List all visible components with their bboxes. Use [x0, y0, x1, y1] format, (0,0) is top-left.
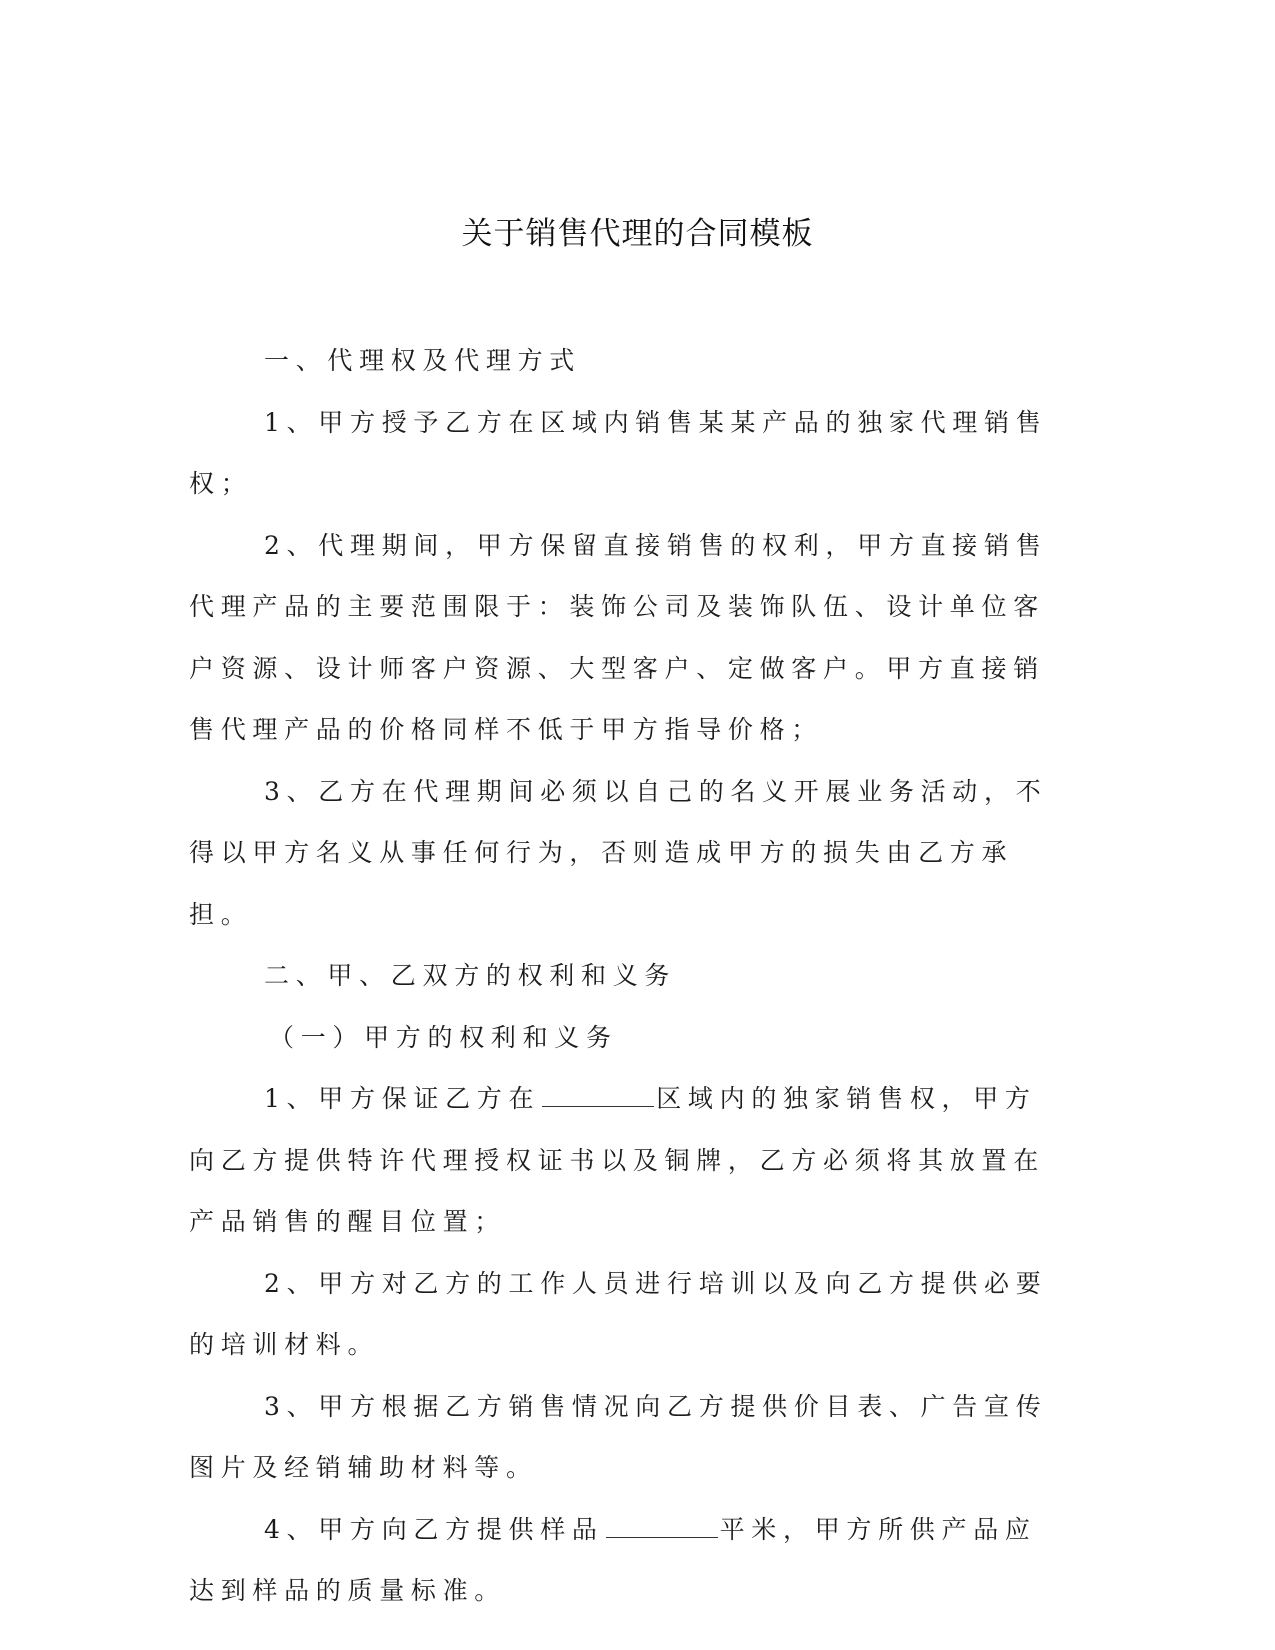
clause-2-4-rest: 平米，甲方所供产品应达到样品的质量标准。	[189, 1514, 1037, 1605]
clause-2-2: 2、甲方对乙方的工作人员进行培训以及向乙方提供必要的培训材料。	[189, 1268, 1048, 1359]
clause-2-1-rest: 区域内的独家销售权，甲方向乙方提供特许代理授权证书以及铜牌，乙方必须将其放置在产品销售的醒目位置；	[189, 1084, 1045, 1236]
clause-1-1: 1、甲方授予乙方在区域内销售某某产品的独家代理销售权；	[189, 407, 1048, 498]
document-title: 关于销售代理的合同模板	[461, 216, 814, 252]
clause-2-1	[189, 1068, 1064, 1253]
clause-2-1-lead: 1、甲方保证乙方在	[264, 1084, 541, 1113]
clause-2-3: 3、甲方根据乙方销售情况向乙方提供价目表、广告宣传图片及经销辅助材料等。	[189, 1391, 1048, 1482]
section-heading-rights-obligations: 二、甲、乙双方的权利和义务	[264, 961, 677, 990]
section-heading-agency-rights: 一、代理权及代理方式	[264, 346, 582, 375]
document-body	[189, 330, 1064, 1622]
clause-1-3: 3、乙方在代理期间必须以自己的名义开展业务活动，不得以甲方名义从事任何行为，否则造成甲方的损失由乙方承担。	[189, 776, 1048, 929]
clause-1-2: 2、代理期间，甲方保留直接销售的权利，甲方直接销售代理产品的主要范围限于：装饰公司及装饰队伍、设计单位客户资源、设计师客户资源、大型客户、定做客户。甲方直接销售代理产品的价格同样不低于甲方指导价格；	[189, 530, 1048, 744]
subsection-heading-party-a: （一）甲方的权利和义务	[269, 1022, 618, 1052]
clause-2-4	[189, 1499, 1064, 1622]
fill-in-blank-region	[542, 1105, 654, 1107]
fill-in-blank-sample-area	[606, 1536, 718, 1538]
clause-2-4-lead: 4、甲方向乙方提供样品	[264, 1514, 604, 1544]
